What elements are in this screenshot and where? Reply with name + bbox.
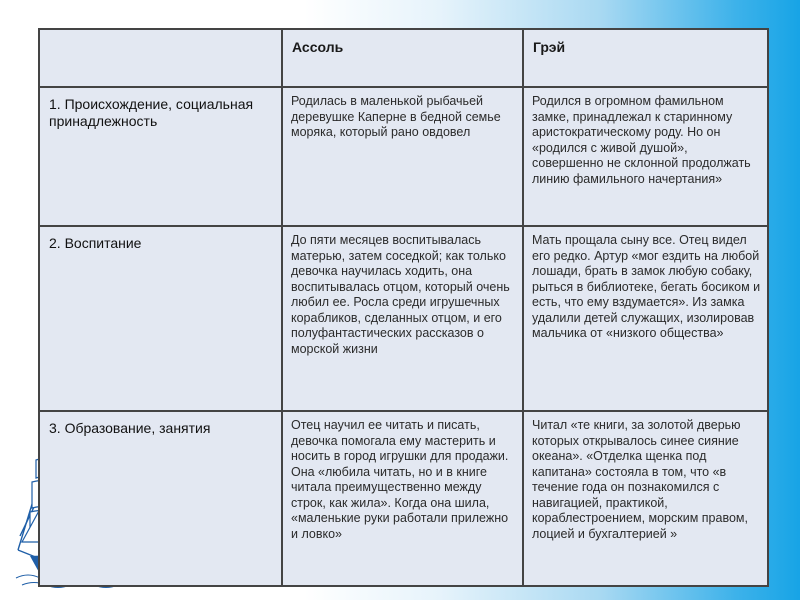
grey-text: Читал «те книги, за золотой дверью которых открывалось синее сияние океана». «Отделка щенка под капитана» состояла в том, что «в течение года он познакомился с навигацией, практикой, кораблестроением, морским правом, лоцией и бухгалтерией » [532,418,748,541]
row-label: 1. Происхождение, социальная принадлежность [49,96,254,129]
grey-text: Мать прощала сыну все. Отец видел его редко. Артур «мог ездить на любой лошади, брать в замок любую собаку, рыться в библиотеке, бегать босиком и есть, что ему вздумается». Из замка удалили детей служащих, изолировав мальчика от «низкого общества» [532,233,761,340]
row-label: 3. Образование, занятия [49,420,211,436]
header-cell-assol [282,29,523,87]
header-cell-grey [523,29,768,87]
row-label-cell [39,226,282,411]
table-row [39,226,768,411]
comparison-table [38,28,769,587]
table-row [39,87,768,226]
table-header-row [39,29,768,87]
header-cell-empty [39,29,282,87]
assol-text: Родилась в маленькой рыбачьей деревушке Каперне в бедной семье моряка, который рано овдовел [291,94,501,139]
header-grey: Грэй [533,39,566,55]
assol-text: Отец научил ее читать и писать, девочка помогала ему мастерить и носить в город игрушки для продажи. Она «любила читать, но и в книге читала преимущественно между строк, как жила». Когда она шила, «маленькие руки работали прилежно и ловко» [291,418,509,541]
grey-cell [523,411,768,586]
grey-cell [523,87,768,226]
row-label: 2. Воспитание [49,235,142,251]
grey-cell [523,226,768,411]
assol-text: До пяти месяцев воспитывалась матерью, затем соседкой; как только девочка научилась ходить, она воспитывалась отцом, который очень любил ее. Росла среди игрушечных корабликов, сделанных отцом, и его полуфантастических рассказов о морской жизни [291,233,510,356]
assol-cell [282,411,523,586]
table-row [39,411,768,586]
assol-cell [282,87,523,226]
assol-cell [282,226,523,411]
header-assol: Ассоль [292,39,344,55]
row-label-cell [39,87,282,226]
row-label-cell [39,411,282,586]
grey-text: Родился в огромном фамильном замке, принадлежал к старинному аристократическому роду. Но он «родился с живой душой», совершенно не склонной продолжать линию фамильного начертания» [532,94,751,186]
